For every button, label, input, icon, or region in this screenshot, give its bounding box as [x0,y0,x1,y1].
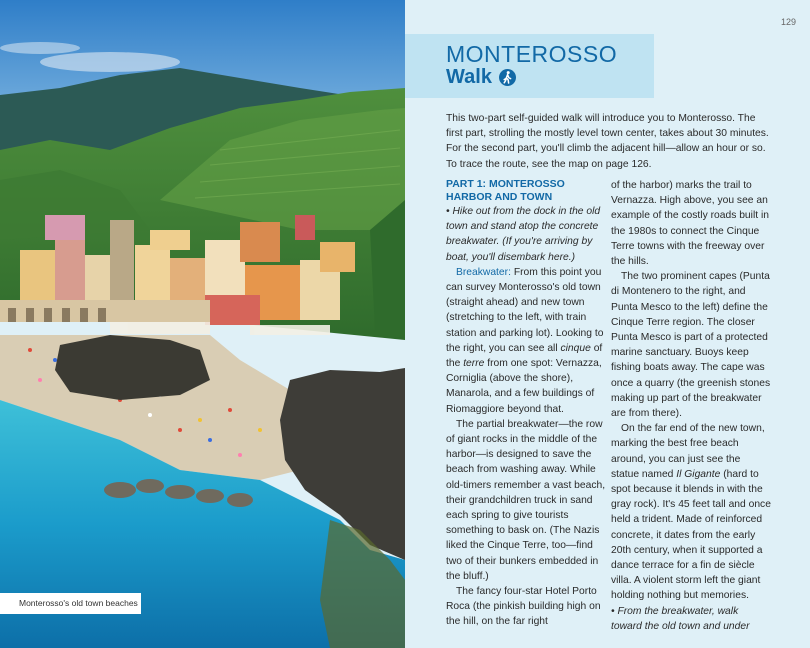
keyword-breakwater: Breakwater: [456,266,511,278]
walking-person-icon [499,69,516,86]
paragraph-gigante: On the far end of the new town, marking the best free beach around, you can just see the statue named Il Gigante (hard to spot because it blends in with the gray rock). It's 45 feet tall and once held a trident. Made of reinforced concrete, it dates from the early 20th century, when it supported a dance terrace for a fin de siècle villa. A violent storm left the giant holding nothing but memories. [611,423,771,602]
direction-1: • Hike out from the dock in the old town and stand atop the concrete breakwater. (If you're arriving by boat, you'll disembark here.) [446,206,601,263]
paragraph-partial-breakwater: The partial breakwater—the row of giant rocks in the middle of the harbor—is designed to save the beach from washing away. While old-timers remember a vast beach, their grandchildren truck in sand each spring to give tourists something to bask on. (The Nazis liked the Cinque Terre, too—find two of their bunkers embedded in the bluff.) [446,418,606,582]
page-title-line2 [446,66,516,89]
page-title-walk: Walk [446,66,492,88]
page-number: 129 [780,17,796,27]
page-title-line1: MONTEROSSO [446,41,618,67]
paragraph-trail: of the harbor) marks the trail to Vernazza. High above, you see an example of the costly roads built in the 1980s to connect the Cinque Terre towns with the freeway over the hills. [611,180,769,268]
left-column [446,178,606,630]
paragraph-breakwater: Breakwater: From this point you can survey Monterosso's old town (straight ahead) and new town (stretching to the left, with train station and parking lot). Looking to the right, you can see all cinque of the terre from one spot: Vernazza, Corniglia (above the shore), Manarola, and a few buildings of Riomaggiore beyond that. [446,266,604,415]
paragraph-capes: The two prominent capes (Punta di Montenero to the right, and Punta Mesco to the left) define the Cinque Terre region. The closer Punta Mesco is part of a protected marine sanctuary. Buoys keep fishing boats away. The cape was once a quarry (the greenish stones making up part of the breakwater are from there). [611,271,771,420]
section-heading: PART 1: MONTEROSSO HARBOR AND TOWN [446,178,565,203]
intro-paragraph: This two-part self-guided walk will introduce you to Monterosso. The first part, strolling the mostly level town center, takes about 30 minutes. For the second part, you'll climb the adjacent hill—allow an hour or so. To trace the route, see the map on page 126. [446,113,769,170]
text-page [405,0,810,648]
direction-2: • From the breakwater, walk toward the old town and under [611,605,750,632]
photo-caption: Monterosso's old town beaches [0,593,141,614]
right-column [611,178,771,634]
paragraph-hotel: The fancy four-star Hotel Porto Roca (the pinkish building high on the hill, on the far right [446,586,601,628]
